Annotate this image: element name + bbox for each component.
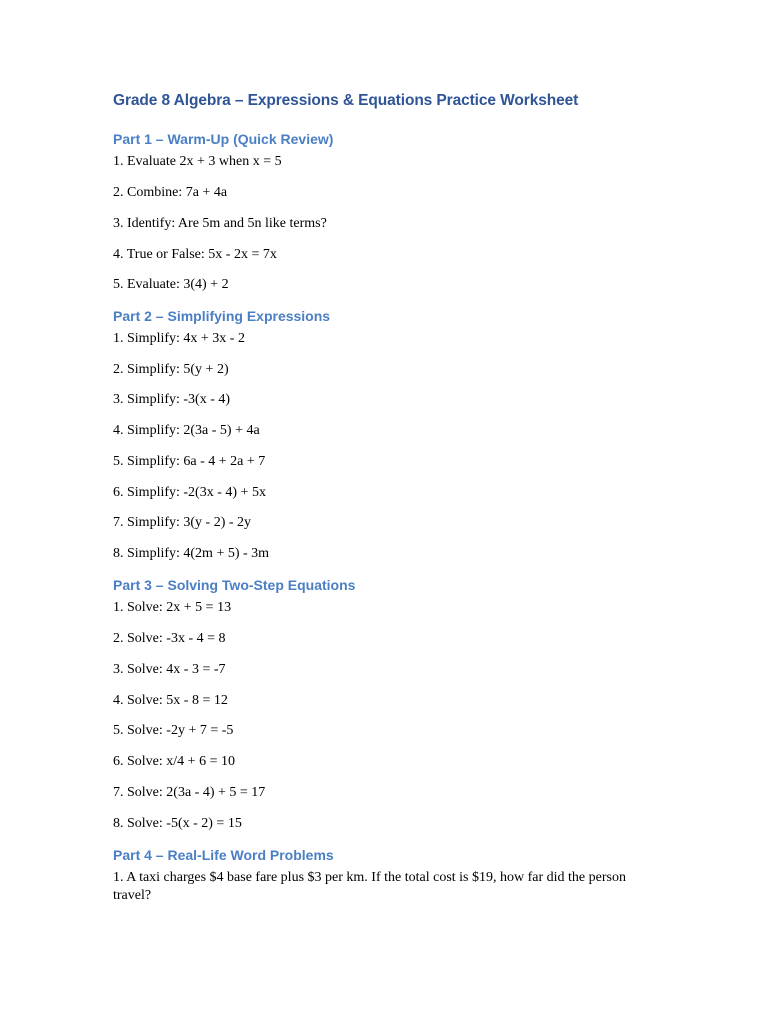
part-2-question-8: 8. Simplify: 4(2m + 5) - 3m xyxy=(113,546,270,561)
part-3-question-6: 6. Solve: x/4 + 6 = 10 xyxy=(113,754,235,769)
part-3-question-5: 5. Solve: -2y + 7 = -5 xyxy=(113,723,234,738)
part-3-question-7: 7. Solve: 2(3a - 4) + 5 = 17 xyxy=(113,785,266,800)
part-2-question-3: 3. Simplify: -3(x - 4) xyxy=(113,392,231,407)
worksheet-title: Grade 8 Algebra – Expressions & Equations Practice Worksheet xyxy=(113,92,579,109)
part-1-question-2: 2. Combine: 7a + 4a xyxy=(113,185,228,200)
part-3-question-1: 1. Solve: 2x + 5 = 13 xyxy=(113,600,232,615)
part-1-question-3: 3. Identify: Are 5m and 5n like terms? xyxy=(113,216,327,231)
part-2-question-7: 7. Simplify: 3(y - 2) - 2y xyxy=(113,515,252,530)
part-3-heading: Part 3 – Solving Two-Step Equations xyxy=(113,577,356,593)
part-4-heading: Part 4 – Real-Life Word Problems xyxy=(113,847,334,863)
part-2-question-1: 1. Simplify: 4x + 3x - 2 xyxy=(113,331,245,346)
part-3-question-2: 2. Solve: -3x - 4 = 8 xyxy=(113,631,226,646)
part-1-question-1: 1. Evaluate 2x + 3 when x = 5 xyxy=(113,154,282,169)
part-1-heading: Part 1 – Warm-Up (Quick Review) xyxy=(113,131,334,147)
part-2-question-6: 6. Simplify: -2(3x - 4) + 5x xyxy=(113,485,266,500)
part-4-question-1: 1. A taxi charges $4 base fare plus $3 per km. If the total cost is $19, how far did the person travel? xyxy=(113,870,626,903)
part-2-question-4: 4. Simplify: 2(3a - 5) + 4a xyxy=(113,423,260,438)
part-1-question-5: 5. Evaluate: 3(4) + 2 xyxy=(113,277,229,292)
part-2-heading: Part 2 – Simplifying Expressions xyxy=(113,308,331,324)
part-1-question-4: 4. True or False: 5x - 2x = 7x xyxy=(113,247,277,262)
part-3-question-8: 8. Solve: -5(x - 2) = 15 xyxy=(113,816,242,831)
part-2-question-2: 2. Simplify: 5(y + 2) xyxy=(113,362,229,377)
part-2-question-5: 5. Simplify: 6a - 4 + 2a + 7 xyxy=(113,454,266,469)
part-3-question-3: 3. Solve: 4x - 3 = -7 xyxy=(113,662,226,677)
part-3-question-4: 4. Solve: 5x - 8 = 12 xyxy=(113,693,228,708)
